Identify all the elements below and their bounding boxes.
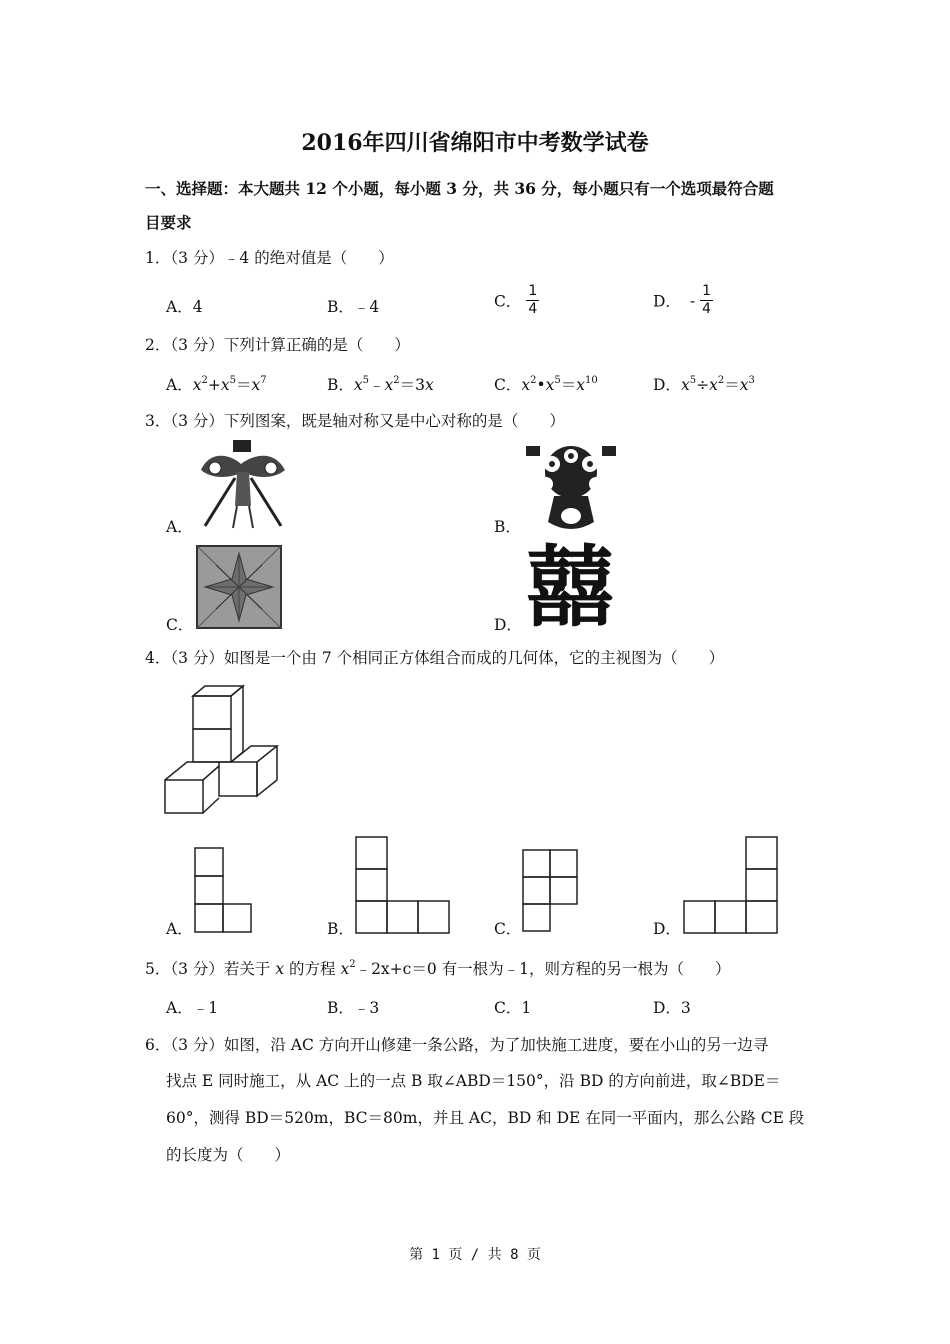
- q2-option-c-label: C．: [494, 376, 522, 394]
- exponent: 2: [393, 375, 400, 386]
- exponent: 5: [554, 375, 561, 386]
- fraction-numerator: 1: [528, 283, 538, 299]
- fraction-denominator: 4: [528, 301, 538, 317]
- var-x: x: [275, 960, 285, 978]
- fraction-numerator: 1: [702, 283, 711, 299]
- q3-double-happiness-figure: 囍: [526, 536, 615, 639]
- q5-stem: [145, 958, 731, 980]
- q2-option-b: B．$x^5﹣x^2=3x$: [327, 375, 434, 394]
- exponent: 2: [349, 959, 356, 970]
- q1-option-b: B．﹣4: [327, 298, 380, 316]
- var-x: x: [251, 376, 261, 394]
- q4-option-a: A．: [166, 920, 193, 938]
- q3-option-c: C．: [166, 616, 194, 634]
- q5-stem-rest: ﹣2x+c＝0 有一根为﹣1，则方程的另一根为（ ）: [355, 960, 731, 978]
- page-footer: 第 1 页 / 共 8 页: [409, 1247, 541, 1263]
- var-x: x: [384, 376, 394, 394]
- coefficient: 3: [415, 376, 426, 394]
- q1-stem: 1．（3 分）﹣4 的绝对值是（ ）: [145, 249, 394, 267]
- q5-option-d: D．3: [653, 999, 691, 1017]
- q3-flower-vase-figure: [524, 444, 618, 536]
- q3-option-d: D．: [494, 616, 522, 634]
- q6-line3: 60°，测得 BD＝520m，BC＝80m，并且 AC，BD 和 DE 在同一平面内，那么公路 CE 段: [166, 1109, 805, 1127]
- exponent: 10: [585, 375, 598, 386]
- exponent: 7: [260, 375, 267, 386]
- q5-stem-prefix: 5．（3 分）若关于: [145, 960, 276, 978]
- q2-option-d-label: D．: [653, 376, 681, 394]
- q1-option-c-fraction: [526, 283, 539, 318]
- var-x: x: [340, 960, 350, 978]
- var-x: x: [709, 376, 718, 394]
- q4-option-b: B．: [327, 920, 354, 938]
- exponent: 5: [689, 375, 697, 386]
- q2-option-a: A．$x^2+x^5=x^7$: [166, 375, 267, 394]
- q6-line4: 的长度为（ ）: [166, 1146, 291, 1164]
- q1-option-d-fraction: [700, 283, 713, 318]
- q4-option-c-figure: [522, 849, 578, 933]
- q4-option-a-figure: [194, 847, 252, 933]
- q2-option-a-label: A．: [166, 376, 193, 394]
- exponent: 2: [201, 375, 208, 386]
- q3-option-b: B．: [494, 518, 521, 536]
- exponent: 3: [748, 375, 755, 386]
- q2-option-d: D．$x^5\div x^2=x^3$: [653, 375, 755, 394]
- section-heading-line2: 目要求: [145, 213, 192, 232]
- q2-stem: 2．（3 分）下列计算正确的是（ ）: [145, 336, 410, 354]
- q3-kite-figure: [193, 438, 293, 530]
- q4-cube-solid-figure: [163, 684, 283, 816]
- exponent: 2: [530, 375, 537, 386]
- q1-option-c-label: C．: [494, 292, 522, 311]
- section-heading-line1: 一、选择题：本大题共 12 个小题，每小题 3 分，共 36 分，每小题只有一个选项最符合题: [145, 179, 774, 198]
- var-x: x: [425, 376, 434, 394]
- var-x: x: [353, 376, 363, 394]
- var-x: x: [680, 376, 690, 394]
- q5-option-b: B．﹣3: [327, 999, 380, 1017]
- q6-line1: 6．（3 分）如图，沿 AC 方向开山修建一条公路，为了加快施工进度，要在小山的另一边寻: [145, 1036, 769, 1054]
- q4-option-b-figure: [355, 836, 451, 934]
- q4-option-c: C．: [494, 920, 522, 938]
- q1-option-d-label: D．: [653, 292, 681, 311]
- q1-option-c: [494, 283, 539, 318]
- q3-option-a: A．: [166, 518, 193, 536]
- q2-option-b-label: B．: [327, 376, 354, 394]
- q4-option-d: D．: [653, 920, 681, 938]
- exponent: 5: [362, 375, 370, 386]
- q3-star-square-figure: [196, 545, 282, 629]
- q3-stem: 3．（3 分）下列图案，既是轴对称又是中心对称的是（ ）: [145, 412, 565, 430]
- q4-option-d-figure: [683, 836, 779, 934]
- fraction-denominator: 4: [702, 301, 711, 317]
- q5-stem-middle: 的方程: [284, 960, 341, 978]
- var-x: x: [192, 376, 202, 394]
- exponent: 2: [717, 375, 725, 386]
- var-x: x: [576, 376, 586, 394]
- var-x: x: [220, 376, 230, 394]
- var-x: x: [545, 376, 555, 394]
- q1-option-d: [653, 283, 713, 318]
- q5-option-c: C．1: [494, 999, 532, 1017]
- q2-option-c: C．$x^2•x^5=x^{10}$: [494, 375, 598, 394]
- page-title: 2016年四川省绵阳市中考数学试卷: [301, 130, 649, 156]
- q1-option-a: A．4: [166, 298, 203, 316]
- q5-option-a: A．﹣1: [166, 999, 219, 1017]
- q6-line2: 找点 E 同时施工，从 AC 上的一点 B 取∠ABD＝150°，沿 BD 的方向前进，取∠BDE＝: [166, 1072, 781, 1090]
- exponent: 5: [229, 375, 236, 386]
- q4-stem: 4．（3 分）如图是一个由 7 个相同正方体组合而成的几何体，它的主视图为（ ）: [145, 649, 725, 667]
- var-x: x: [521, 376, 531, 394]
- var-x: x: [739, 376, 749, 394]
- negative-sign: -: [689, 291, 696, 310]
